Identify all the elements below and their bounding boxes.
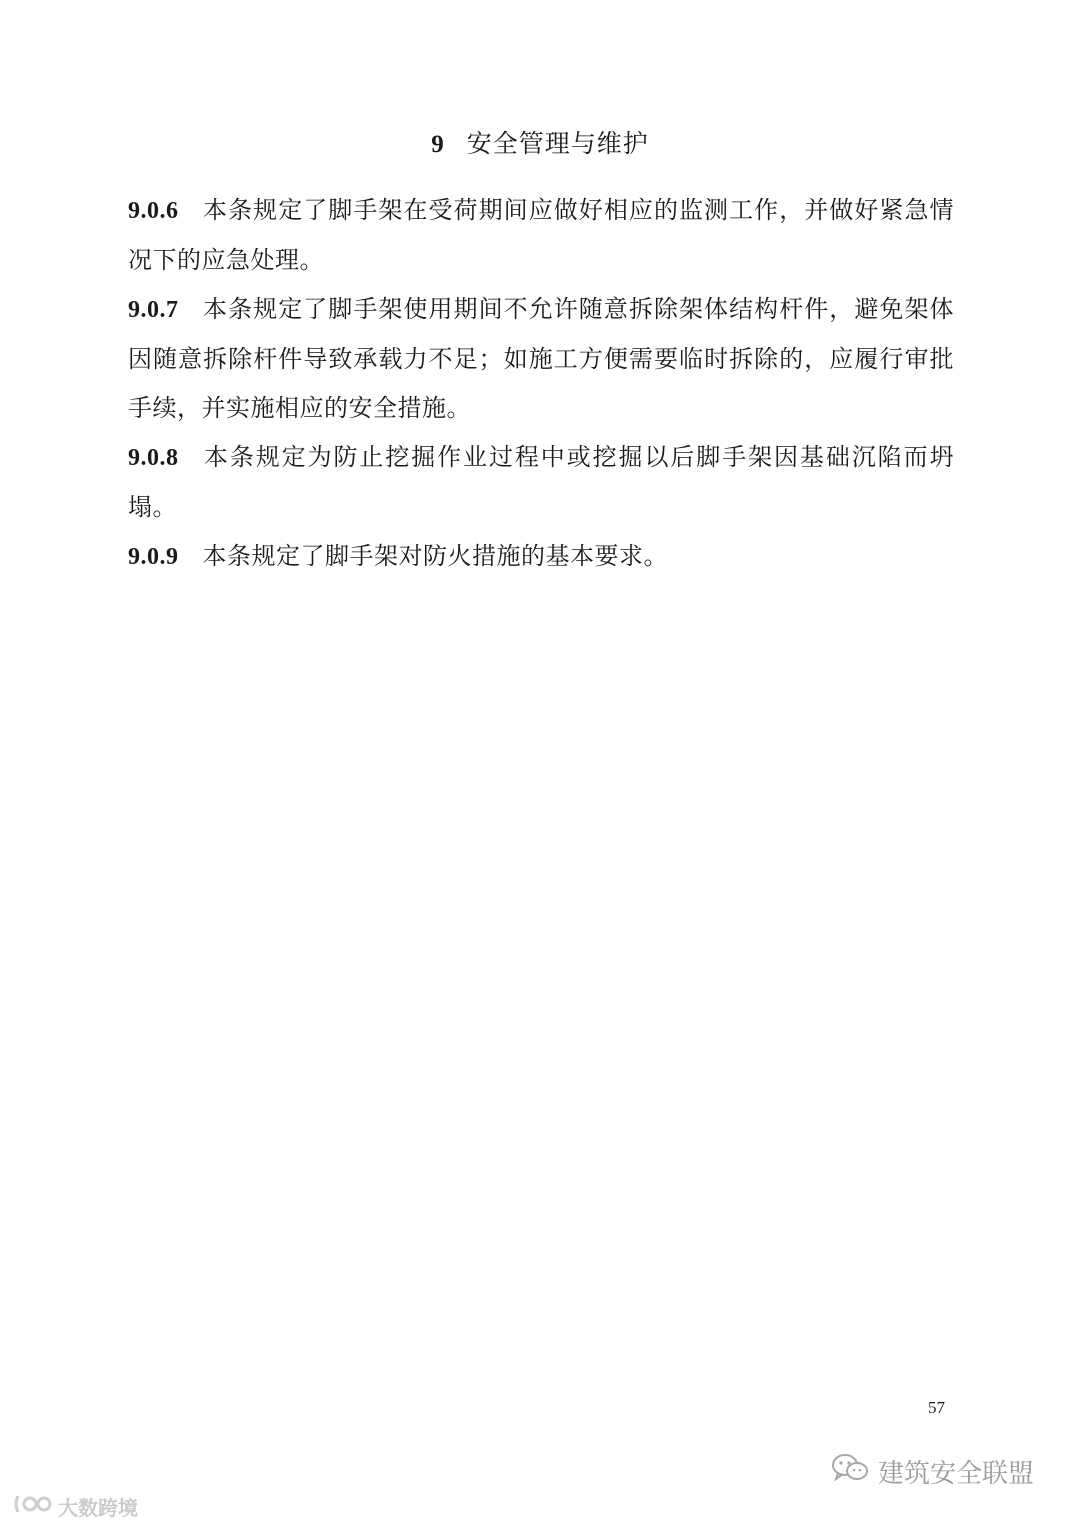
clause-number: 9.0.7 <box>128 297 179 323</box>
chapter-title <box>0 124 1080 165</box>
clause-9-0-8 <box>128 433 954 532</box>
chapter-number: 9 <box>431 131 445 158</box>
clause-text: 本条规定了脚手架对防火措施的基本要求。 <box>202 542 668 570</box>
clause-text: 本条规定为防止挖掘作业过程中或挖掘以后脚手架因基础沉陷而坍塌。 <box>128 443 954 521</box>
clause-9-0-7 <box>128 285 954 433</box>
clause-9-0-6 <box>128 186 954 285</box>
watermark-right <box>830 1452 1034 1491</box>
clause-number: 9.0.6 <box>128 198 179 224</box>
clause-text: 本条规定了脚手架在受荷期间应做好相应的监测工作，并做好紧急情况下的应急处理。 <box>128 196 954 274</box>
clause-9-0-9 <box>128 532 954 582</box>
clause-text: 本条规定了脚手架使用期间不允许随意拆除架体结构杆件，避免架体因随意拆除杆件导致承载力不足；如施工方便需要临时拆除的，应履行审批手续，并实施相应的安全措施。 <box>128 295 954 422</box>
chapter-title-text: 安全管理与维护 <box>466 129 649 158</box>
page-number: 57 <box>928 1398 945 1417</box>
wechat-icon <box>830 1452 878 1491</box>
clause-number: 9.0.8 <box>128 445 179 471</box>
watermark-left-text: 大数跨境 <box>58 1496 138 1520</box>
dashuju-logo-icon <box>12 1492 58 1521</box>
watermark-right-text: 建筑安全联盟 <box>878 1459 1035 1489</box>
clause-number: 9.0.9 <box>128 544 179 570</box>
clause-list <box>128 186 954 582</box>
watermark-left <box>12 1492 138 1521</box>
